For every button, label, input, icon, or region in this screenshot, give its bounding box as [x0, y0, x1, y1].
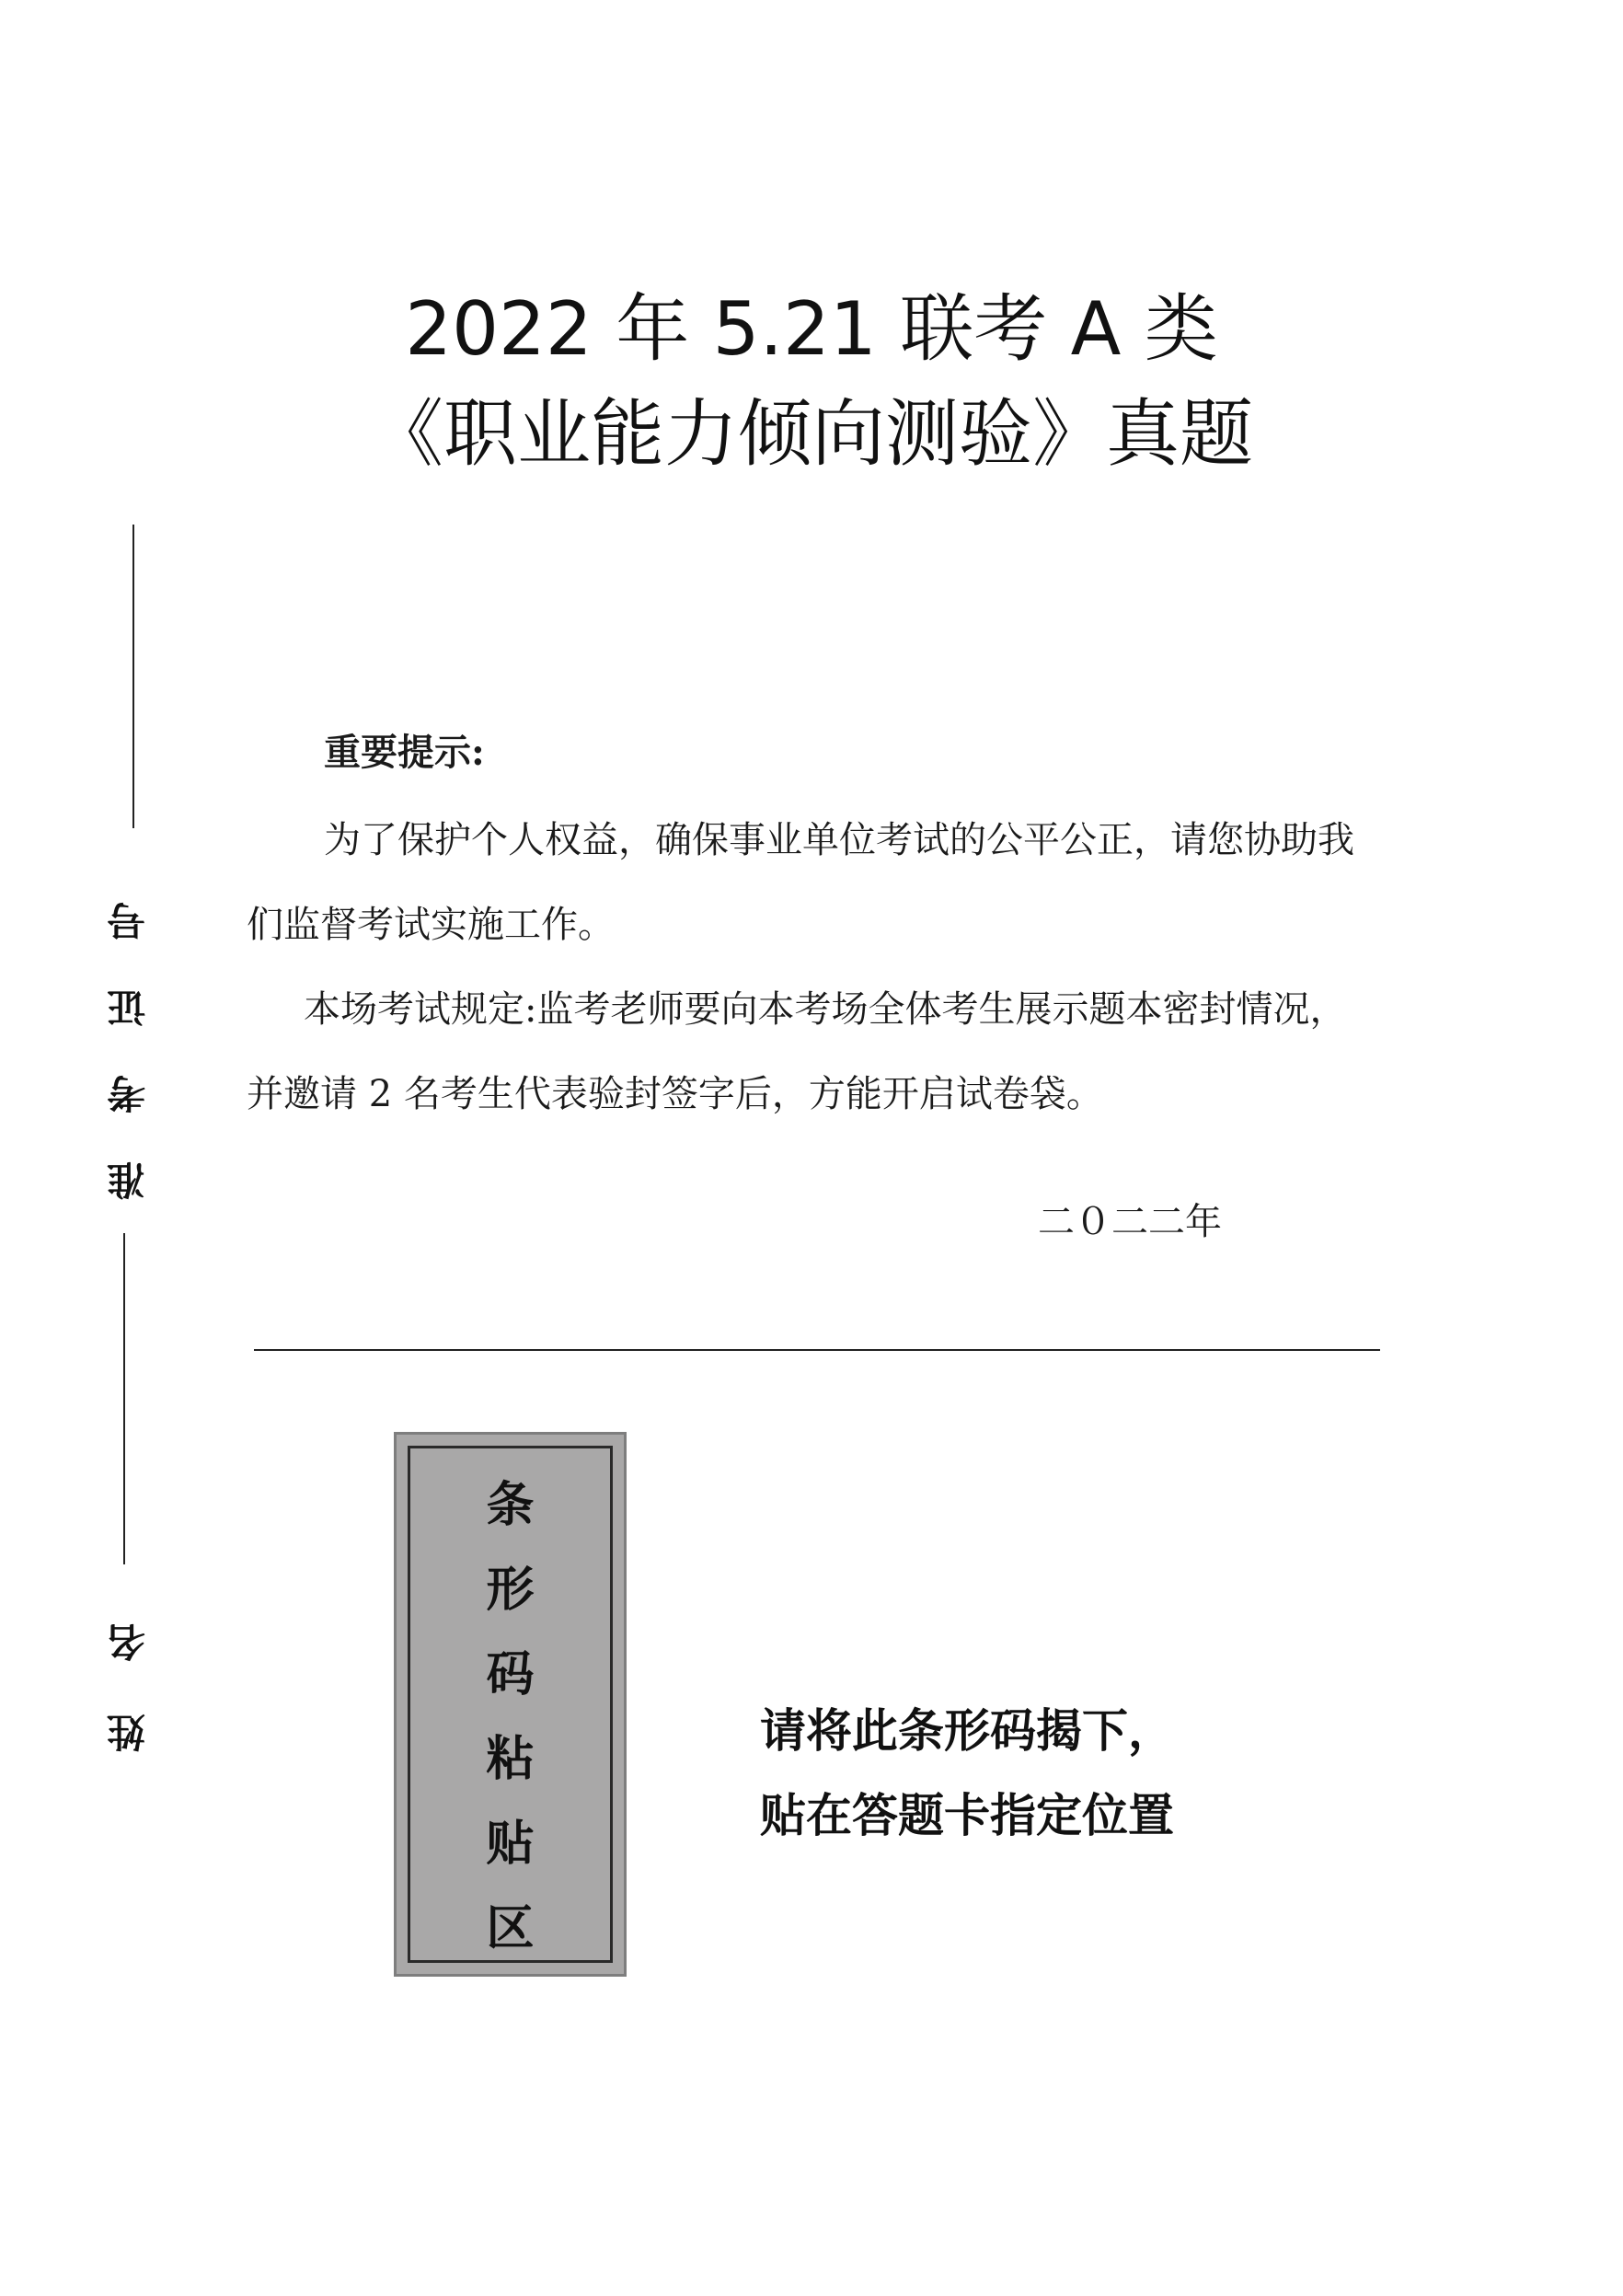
exam-id-label-char: 考: [107, 1070, 146, 1115]
name-label-char: 姓: [107, 1709, 146, 1754]
exam-id-label-char: 号: [107, 897, 146, 942]
barcode-paste-frame: [408, 1446, 613, 1963]
section-divider: [254, 1349, 1380, 1351]
barcode-paste-area: [394, 1432, 627, 1977]
page-title-line2: 《职业能力倾向测验》真题: [370, 391, 1253, 477]
notice-year: 二０二二年: [1038, 1201, 1222, 1243]
binding-line-top: [132, 525, 134, 828]
barcode-area-char: 条: [486, 1478, 535, 1533]
name-label-char: 名: [107, 1619, 146, 1664]
barcode-area-char: 贴: [486, 1817, 535, 1872]
barcode-area-char: 粘: [486, 1732, 535, 1787]
barcode-area-char: 码: [486, 1647, 535, 1702]
barcode-instruction-line1: 请将此条形码揭下，: [760, 1704, 1174, 1758]
notice-para1-line1: 为了保护个人权益，确保事业单位考试的公平公正，请您协助我: [324, 819, 1354, 861]
notice-para2-line2: 并邀请 2 名考生代表验封签字后，方能开启试卷袋。: [247, 1073, 1103, 1115]
page-title-line1: 2022 年 5.21 联考 A 类: [405, 286, 1218, 372]
barcode-area-char: 区: [486, 1901, 535, 1956]
barcode-area-char: 形: [486, 1563, 535, 1618]
notice-heading: 重要提示:: [324, 731, 485, 774]
notice-para2-line1: 本场考试规定:监考老师要向本考场全体考生展示题本密封情况，: [304, 988, 1347, 1031]
exam-id-label-char: 证: [107, 984, 146, 1029]
notice-para1-line2: 们监督考试实施工作。: [247, 904, 615, 946]
barcode-instruction-line2: 贴在答题卡指定位置: [760, 1789, 1174, 1842]
binding-line-middle: [123, 1233, 125, 1564]
exam-id-label-char: 准: [107, 1157, 146, 1202]
